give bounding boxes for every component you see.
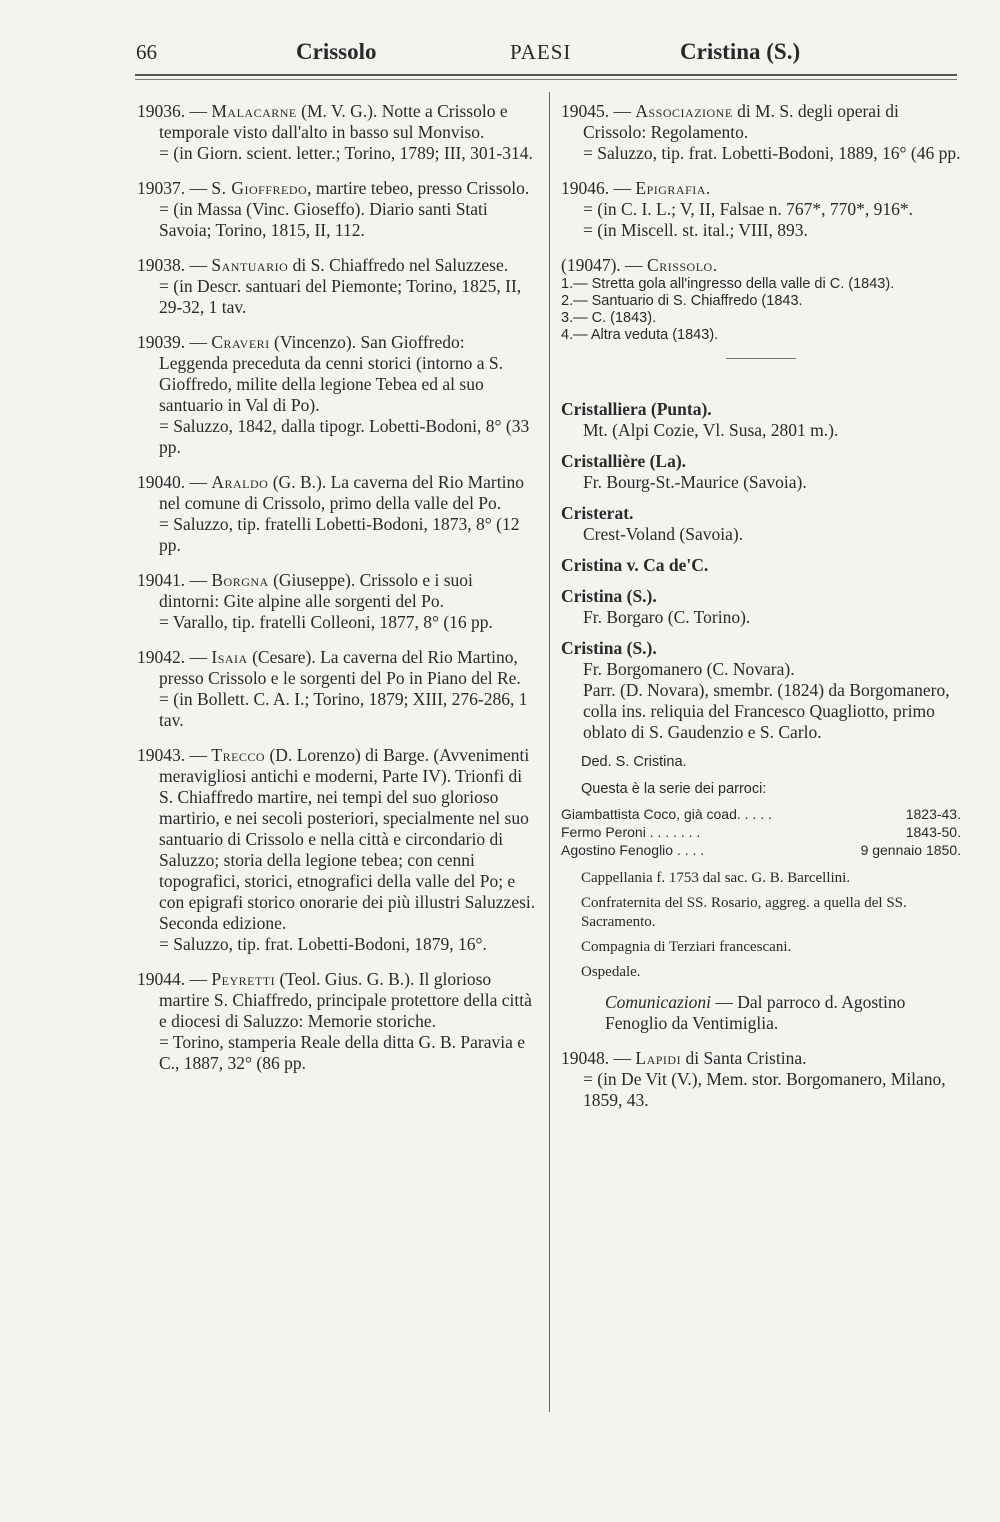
place-heading: Cristalliera (Punta). <box>561 399 712 419</box>
bibliography-entry <box>137 178 537 241</box>
entry-author: Lapidi <box>635 1048 682 1068</box>
parroci-list <box>561 805 961 859</box>
entry-publication: = (in Miscell. st. ital.; VIII, 893. <box>583 220 808 240</box>
entry-publication: = (in C. I. L.; V, II, Falsae n. 767*, 770*, 916*. <box>583 199 914 219</box>
entry-number: 19040. <box>137 472 186 492</box>
place-entry <box>561 503 961 545</box>
plate-item: 3.— C. (1843). <box>561 310 657 326</box>
parish-note: Compagnia di Terziari francescani. <box>581 939 792 955</box>
entry-title: (D. Lorenzo) di Barge. (Avvenimenti meravigliosi antichi e moderni, Parte IV). Trionfi di S. Chiaffredo martire, nei tempi del suo glorioso martirio, e nei secoli posteriori, specialmente nel suo santuario di Crissolo e nella città e circondario di Saluzzo; storia della legione tebea; con cenni topografici, storici, etnografici della valle del Po; e con epigrafi storico onorarie dei più illustri Saluzzesi. Seconda edizione. <box>159 745 536 933</box>
parroco-row <box>561 805 961 823</box>
parish-note: Cappellania f. 1753 dal sac. G. B. Barcellini. <box>581 870 851 886</box>
place-detail: Fr. Borgaro (C. Torino). <box>583 607 751 627</box>
entry-author: S. Gioffredo <box>211 178 308 198</box>
entry-heading: 19043. — Trecco (D. Lorenzo) di Barge. (Avvenimenti meravigliosi antichi e moderni, Parte IV). Trionfi di S. Chiaffredo martire, nei tempi del suo glorioso martirio, e nei secoli posteriori, specialmente nel suo santuario di Crissolo e nella città e circondario di Saluzzo; storia della legione tebea; con cenni topografici, storici, etnografici della valle del Po; e con epigrafi storico onorarie dei più illustri Saluzzesi. Seconda edizione. <box>137 745 536 933</box>
entry-publication: = (in Bollett. C. A. I.; Torino, 1879; XIII, 276-286, 1 tav. <box>159 689 528 730</box>
entry-heading: 19040. — Araldo (G. B.). La caverna del Rio Martino nel comune di Crissolo, primo della valle del Po. <box>137 472 524 513</box>
place-entry <box>561 638 961 743</box>
entry-number: (19047). <box>561 255 621 275</box>
entry-number: 19046. <box>561 178 610 198</box>
entry-number: 19039. <box>137 332 186 352</box>
bibliography-entry <box>137 255 537 318</box>
entry-publication: = (in Descr. santuari del Piemonte; Torino, 1825, II, 29-32, 1 tav. <box>159 276 522 317</box>
entry-number: 19045. <box>561 101 610 121</box>
place-entry <box>561 586 961 628</box>
running-head-right: Cristina (S.) <box>680 39 801 64</box>
entry-title: . <box>705 178 711 198</box>
entry-number: 19036. <box>137 101 186 121</box>
entry-author: Associazione <box>635 101 733 121</box>
parroco-row <box>561 841 961 859</box>
entry-number: 19043. <box>137 745 186 765</box>
entry-heading: 19046. — Epigrafia. <box>561 178 711 198</box>
entry-number: 19044. <box>137 969 186 989</box>
bibliography-entry <box>137 570 537 633</box>
place-detail: Parr. (D. Novara), smembr. (1824) da Borgomanero, colla ins. reliquia del Francesco Quagliotto, primo oblato di S. Gaudenzio e S. Carlo. <box>583 680 950 742</box>
bibliography-entry <box>137 101 537 164</box>
place-heading: Cristallière (La). <box>561 451 687 471</box>
right-entries <box>561 101 961 241</box>
entry-author: Santuario <box>211 255 289 275</box>
entry-publication: = Torino, stamperia Reale della ditta G. B. Paravia e C., 1887, 32° (86 pp. <box>159 1032 525 1073</box>
entry-title: di M. S. degli operai di Crissolo: Regolamento. <box>583 101 899 142</box>
parroco-name: Fermo Peroni . . . . . . . <box>561 824 701 840</box>
page-number: 66 <box>136 40 157 64</box>
entry-heading: 19041. — Borgna (Giuseppe). Crissolo e i suoi dintorni: Gite alpine alle sorgenti del Po. <box>137 570 473 611</box>
entry-number: 19038. <box>137 255 186 275</box>
left-entries <box>137 101 537 1074</box>
column-divider <box>549 92 550 1412</box>
entry-heading: 19037. — S. Gioffredo, martire tebeo, presso Crissolo. <box>137 178 530 198</box>
entry-heading: 19042. — Isaia (Cesare). La caverna del Rio Martino, presso Crissolo e le sorgenti del Po in Piano del Re. <box>137 647 521 688</box>
entry-heading: 19036. — Malacarne (M. V. G.). Notte a Crissolo e temporale visto dall'alto in basso sul Monviso. <box>137 101 508 142</box>
entry-author: Araldo <box>211 472 269 492</box>
parroci-intro: Questa è la serie dei parroci: <box>581 781 767 797</box>
parish-note: Confraternita del SS. Rosario, aggreg. a quella del SS. Sacramento. <box>581 895 907 930</box>
comunicazioni-label: Comunicazioni <box>605 992 711 1012</box>
entry-author: Borgna <box>211 570 269 590</box>
place-detail: Mt. (Alpi Cozie, Vl. Susa, 2801 m.). <box>583 420 839 440</box>
entry-publication: = Saluzzo, 1842, dalla tipogr. Lobetti-Bodoni, 8° (33 pp. <box>159 416 530 457</box>
bibliography-entry <box>561 178 961 241</box>
place-heading: Cristerat. <box>561 503 634 523</box>
place-entries <box>561 399 961 743</box>
section-rule <box>726 358 796 359</box>
running-head-left: Crissolo <box>296 39 377 64</box>
place-entry <box>561 451 961 493</box>
place-heading: Cristina v. Ca de'C. <box>561 555 709 575</box>
parish-note: Ospedale. <box>581 964 641 980</box>
entry-title: (M. V. G.). Notte a Crissolo e temporale visto dall'alto in basso sul Monviso. <box>159 101 508 142</box>
place-entry <box>561 555 961 576</box>
bibliography-entry <box>137 472 537 556</box>
right-column <box>561 101 961 1125</box>
parroco-date: 1843-50. <box>905 824 961 840</box>
left-column <box>137 101 537 1088</box>
running-head-center: PAESI <box>510 40 572 64</box>
entry-author: Malacarne <box>211 101 297 121</box>
entry-author: Peyretti <box>211 969 276 989</box>
comunicazioni <box>583 992 961 1034</box>
header-rule-thin <box>135 79 957 80</box>
bibliography-entry <box>561 101 961 164</box>
entry-author: Craveri <box>211 332 270 352</box>
entry-heading: 19044. — Peyretti (Teol. Gius. G. B.). Il glorioso martire S. Chiaffredo, principale protettore della città e diocesi di Saluzzo: Memorie storiche. <box>137 969 532 1031</box>
bibliography-entry <box>137 332 537 458</box>
parroco-date: 9 gennaio 1850. <box>860 842 961 858</box>
parish-block <box>561 753 961 799</box>
entry-author: Isaia <box>211 647 248 667</box>
parroco-date: 1823-43. <box>905 806 961 822</box>
entry-publication: = (in De Vit (V.), Mem. stor. Borgomanero, Milano, 1859, 43. <box>583 1069 946 1110</box>
entry-publication: = (in Giorn. scient. letter.; Torino, 1789; III, 301-314. <box>159 143 533 163</box>
entry-title: (Vincenzo). San Gioffredo: Leggenda preceduta da cenni storici (intorno a S. Gioffredo, milite della legione Tebea ed al suo santuario in Val di Po). <box>159 332 504 415</box>
place-detail: Fr. Bourg-St.-Maurice (Savoia). <box>583 472 807 492</box>
entry-heading: 19045. — Associazione di M. S. degli operai di Crissolo: Regolamento. <box>561 101 899 142</box>
entry-number: 19048. <box>561 1048 610 1068</box>
plate-item: 4.— Altra veduta (1843). <box>561 327 719 343</box>
entry-title: di S. Chiaffredo nel Saluzzese. <box>288 255 509 275</box>
plate-item: 1.— Stretta gola all'ingresso della valle di C. (1843). <box>561 276 895 292</box>
entry-title: (Cesare). La caverna del Rio Martino, presso Crissolo e le sorgenti del Po in Piano del Re. <box>159 647 521 688</box>
entry-author: Trecco <box>211 745 266 765</box>
entry-number: 19042. <box>137 647 186 667</box>
entry-publication: = Saluzzo, tip. fratelli Lobetti-Bodoni, 1873, 8° (12 pp. <box>159 514 520 555</box>
entry-19047: (19047). — Crissolo. 1.— Stretta gola all'ingresso della valle di C. (1843). 2.— Santuario di S. Chiaffredo (1843. 3.— C. (1843). 4.— Altra veduta (1843). <box>561 255 961 344</box>
plate-list <box>561 276 961 344</box>
entry-title: di Santa Cristina. <box>681 1048 807 1068</box>
parroco-row <box>561 823 961 841</box>
parish-notes <box>561 869 961 982</box>
place-detail: Fr. Borgomanero (C. Novara). <box>583 659 795 679</box>
parroco-name: Giambattista Coco, già coad. . . . . <box>561 806 772 822</box>
entry-author: Epigrafia <box>635 178 706 198</box>
entry-title: , martire tebeo, presso Crissolo. <box>307 178 530 198</box>
entry-19048: 19048. — Lapidi di Santa Cristina. = (in De Vit (V.), Mem. stor. Borgomanero, Milano, 1859, 43. <box>561 1048 961 1111</box>
entry-publication: = (in Massa (Vinc. Gioseffo). Diario santi Stati Savoia; Torino, 1815, II, 112. <box>159 199 488 240</box>
place-heading: Cristina (S.). <box>561 638 657 658</box>
entry-number: 19041. <box>137 570 186 590</box>
plate-item: 2.— Santuario di S. Chiaffredo (1843. <box>561 293 803 309</box>
place-detail: Crest-Voland (Savoia). <box>583 524 744 544</box>
parroco-name: Agostino Fenoglio . . . . <box>561 842 705 858</box>
bibliography-entry <box>137 969 537 1074</box>
entry-title: (Giuseppe). Crissolo e i suoi dintorni: Gite alpine alle sorgenti del Po. <box>159 570 473 611</box>
entry-publication: = Saluzzo, tip. frat. Lobetti-Bodoni, 1879, 16°. <box>159 934 487 954</box>
header-rule <box>135 74 957 76</box>
place-entry <box>561 399 961 441</box>
entry-heading: 19039. — Craveri (Vincenzo). San Gioffredo: Leggenda preceduta da cenni storici (intorno a S. Gioffredo, milite della legione Tebea ed al suo santuario in Val di Po). <box>137 332 504 415</box>
bibliography-entry <box>137 745 537 955</box>
entry-author: Crissolo <box>647 255 713 275</box>
entry-publication: = Saluzzo, tip. frat. Lobetti-Bodoni, 1889, 16° (46 pp. <box>583 143 961 163</box>
entry-title: (Teol. Gius. G. B.). Il glorioso martire S. Chiaffredo, principale protettore della città e diocesi di Saluzzo: Memorie storiche. <box>159 969 532 1031</box>
dedication: Ded. S. Cristina. <box>581 754 687 770</box>
comunicazioni-text: — Dal parroco d. Agostino Fenoglio da Ventimiglia. <box>605 992 906 1033</box>
entry-publication: = Varallo, tip. fratelli Colleoni, 1877, 8° (16 pp. <box>159 612 493 632</box>
entry-heading: 19038. — Santuario di S. Chiaffredo nel Saluzzese. <box>137 255 509 275</box>
bibliography-entry <box>137 647 537 731</box>
entry-title: (G. B.). La caverna del Rio Martino nel comune di Crissolo, primo della valle del Po. <box>159 472 524 513</box>
entry-number: 19037. <box>137 178 186 198</box>
place-heading: Cristina (S.). <box>561 586 657 606</box>
